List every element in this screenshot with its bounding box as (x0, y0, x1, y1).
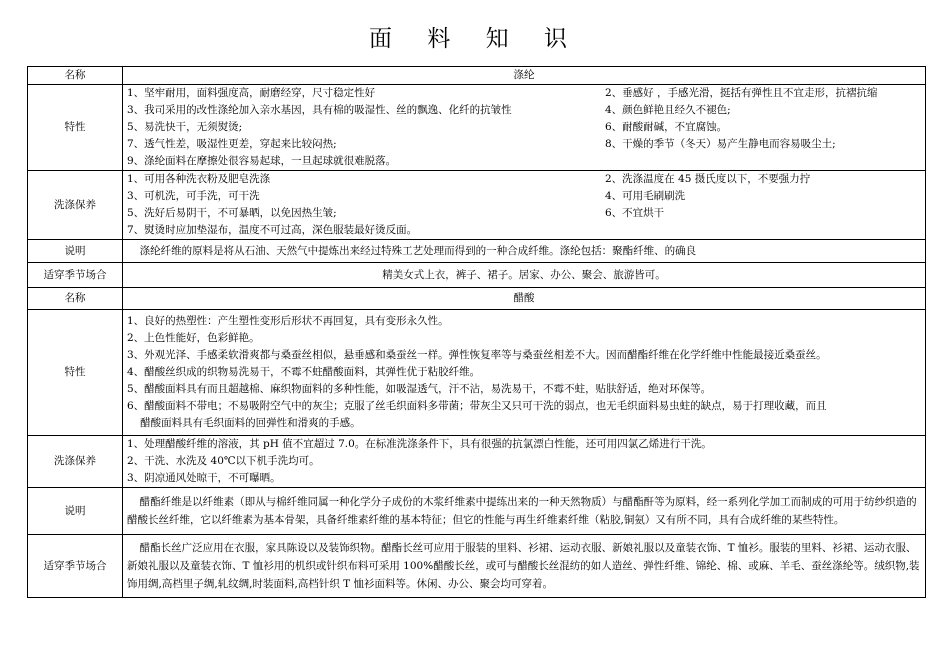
fabric-name-acetate: 醋酸 (123, 288, 926, 310)
polyester-name-row (28, 67, 926, 85)
acetate-features-row (28, 310, 926, 436)
care-item: 6、不宜烘干 (605, 207, 665, 219)
fabric-knowledge-table (27, 66, 926, 598)
feature-line (127, 102, 921, 119)
care-item: 2、干洗、水洗及 40℃以下机手洗均可。 (127, 455, 320, 467)
care-item: 1、可用各种洗衣粉及肥皂洗涤 (127, 173, 271, 185)
feature-item: 5、易洗快干，无须熨烫; (127, 121, 243, 133)
feature-item: 4、醋酸丝织成的织物易洗易干，不霉不蛀醋酸面料，其弹性优于粘胶纤维。 (127, 366, 481, 378)
feature-line (127, 136, 921, 153)
acetate-description: 醋酯纤维是以纤维素（即从与棉纤维同属一种化学分子成份的木浆纤维素中提练出来的一种天然物质）与醋酯酐等为原料，经一系列化学加工而制成的可用于纺纱织造的醋酸长丝纤维，它以纤维素为基本骨架，具备纤维素纤维的基本特征；但它的性能与再生纤维素纤维（粘胶,铜氨）又有所不同，具有合成纤维的某些特性。 (123, 488, 926, 535)
care-line (127, 205, 921, 222)
feature-item: 1、坚牢耐用，面料强度高，耐磨经穿，尺寸稳定性好 (127, 87, 376, 99)
care-item: 2、洗涤温度在 45 摄氏度以下，不要强力拧 (605, 173, 811, 185)
polyester-season: 精美女式上衣，裤子、裙子。居家、办公、聚会、旅游皆可。 (123, 263, 926, 288)
care-line (127, 171, 921, 188)
name-label: 名称 (28, 288, 123, 310)
acetate-features (123, 310, 926, 436)
polyester-features (123, 85, 926, 171)
desc-label: 说明 (28, 488, 123, 535)
feature-item: 5、醋酸面料具有而且超越棉、麻织物面料的多种性能，如吸湿透气，汗不沾，易洗易干，不霉不蛀，贴肤舒适，绝对环保等。 (127, 383, 712, 395)
feature-item: 2、垂感好 ，手感光滑，挺括有弹性且不宜走形，抗褶抗缩 (605, 87, 878, 99)
care-item: 7、熨烫时应加垫湿布，温度不可过高，深色服装最好烫反面。 (127, 224, 418, 236)
acetate-care-row (28, 436, 926, 488)
feature-item: 4、颜色鲜艳且经久不褪色; (605, 104, 731, 116)
feature-item: 2、上色性能好，色彩鲜艳。 (127, 332, 260, 344)
feature-item: 7、透气性差，吸湿性更差，穿起来比较闷热; (127, 138, 337, 150)
care-item: 3、阴凉通风处晾干，不可曝晒。 (127, 472, 281, 484)
care-item: 1、处理醋酸纤维的溶液，其 pH 值不宜超过 7.0。在标准洗涤条件下，具有很强的抗氯漂白性能，还可用四氯乙烯进行干洗。 (127, 438, 712, 450)
care-item: 5、洗好后易阴干，不可暴晒，以免因热生皱; (127, 207, 337, 219)
polyester-desc-row (28, 240, 926, 263)
feature-item: 1、良好的热塑性：产生塑性变形后形状不再回复，具有变形永久性。 (127, 315, 449, 327)
feature-item: 醋酸面料具有毛织面料的回弹性和滑爽的手感。 (140, 417, 361, 429)
feature-item: 6、醋酸面料不带电；不易吸附空气中的灰尘；克服了丝毛织面料多带菌；带灰尘又只可干洗的弱点，也无毛织面料易虫蛀的缺点，易于打理收藏，而且 (127, 400, 827, 412)
desc-label: 说明 (28, 240, 123, 263)
feature-item: 6、耐酸耐碱，不宜腐蚀。 (605, 121, 728, 133)
feature-line (127, 85, 921, 102)
features-label: 特性 (28, 310, 123, 436)
season-label: 适穿季节场合 (28, 263, 123, 288)
name-label: 名称 (28, 67, 123, 85)
feature-line (127, 119, 921, 136)
fabric-name-polyester: 涤纶 (123, 67, 926, 85)
page-title: 面 料 知 识 (369, 26, 581, 52)
acetate-name-row (28, 288, 926, 310)
feature-item: 9、涤纶面料在摩擦处很容易起球，一旦起球就很难脱落。 (127, 155, 397, 167)
care-label: 洗涤保养 (28, 436, 123, 488)
season-label: 适穿季节场合 (28, 535, 123, 598)
acetate-season: 醋酯长丝广泛应用在衣服，家具陈设以及装饰织物。醋酯长丝可应用于服装的里料、衫裙、运动衣服、新娘礼服以及童装衣饰、T 恤衫。服装的里料、衫裙、运动衣服、新娘礼服以及童装衣饰、T 恤衫用的机织或针织布料可采用 100%醋酸长丝，或可与醋酸长丝混纺的如人造丝、弹性纤维、锦纶、棉、或麻、羊毛、蚕丝涤纶等。绒织物,装饰用绸,高档里子绸,轧纹绸,时装面料,高档针织 T 恤衫面料等。休闲、办公、聚会均可穿着。 (123, 535, 926, 598)
care-item: 4、可用毛刷刷洗 (605, 190, 686, 202)
acetate-care (123, 436, 926, 488)
polyester-care (123, 171, 926, 240)
acetate-desc-row (28, 488, 926, 535)
feature-item: 3、外观光泽、手感柔软滑爽都与桑蚕丝相似，悬垂感和桑蚕丝一样。弹性恢复率等与桑蚕丝相差不大。因而醋酯纤维在化学纤维中性能最接近桑蚕丝。 (127, 349, 827, 361)
acetate-season-row (28, 535, 926, 598)
polyester-season-row (28, 263, 926, 288)
feature-item: 3、我司采用的改性涤纶加入亲水基因，具有棉的吸湿性、丝的飘逸、化纤的抗皱性 (127, 104, 512, 116)
polyester-description: 涤纶纤维的原料是将从石油、天然气中提炼出来经过特殊工艺处理而得到的一种合成纤维。涤纶包括：聚酯纤维、的确良 (123, 240, 926, 263)
polyester-care-row (28, 171, 926, 240)
care-item: 3、可机洗，可手洗，可干洗 (127, 190, 260, 202)
care-label: 洗涤保养 (28, 171, 123, 240)
care-line (127, 188, 921, 205)
features-label: 特性 (28, 85, 123, 171)
feature-item: 8、干燥的季节（冬天）易产生静电而容易吸尘土; (605, 138, 836, 150)
polyester-features-row (28, 85, 926, 171)
